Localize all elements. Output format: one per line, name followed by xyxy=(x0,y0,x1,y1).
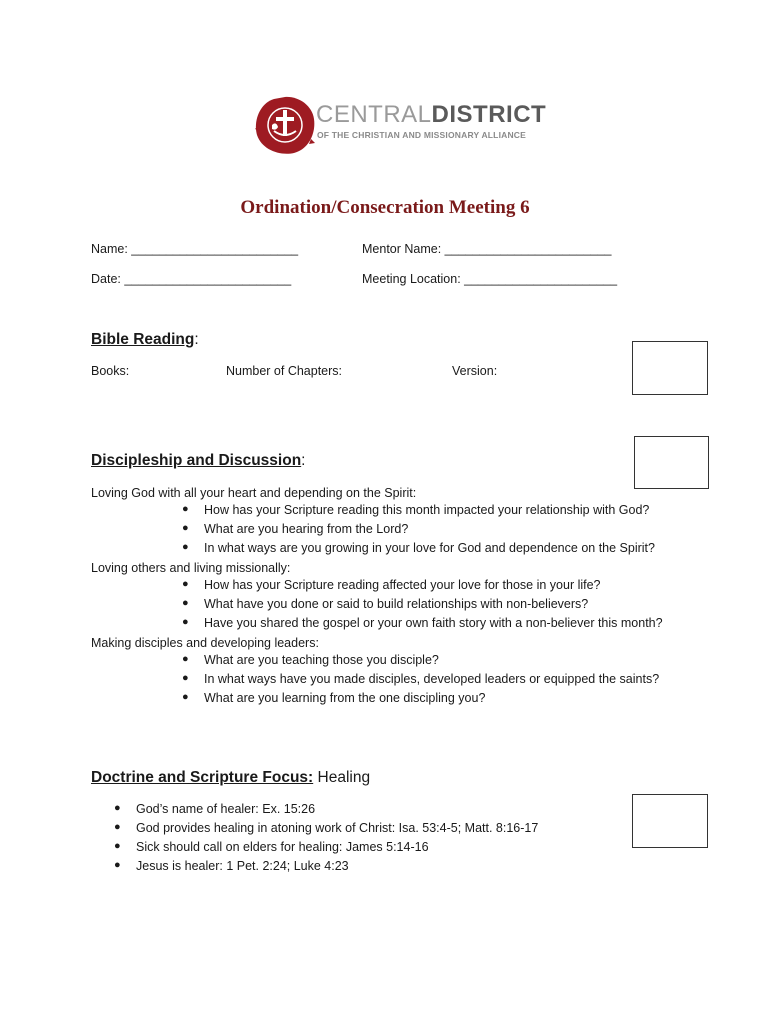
group-intro: Making disciples and developing leaders: xyxy=(91,636,319,650)
logo-subtitle: OF THE CHRISTIAN AND MISSIONARY ALLIANCE xyxy=(317,130,527,140)
list-item: ● How has your Scripture reading affected your love for those in your life? xyxy=(182,578,601,592)
list-item: ● What are you hearing from the Lord? xyxy=(182,522,409,536)
list-item: ● How has your Scripture reading this month impacted your relationship with God? xyxy=(182,503,650,517)
discipleship-checkbox[interactable] xyxy=(634,436,709,489)
list-item: ● Have you shared the gospel or your own faith story with a non-believer this month? xyxy=(182,616,663,630)
doctrine-heading: Doctrine and Scripture Focus: Healing xyxy=(91,769,371,786)
list-item: ● Jesus is healer: 1 Pet. 2:24; Luke 4:23 xyxy=(114,859,349,873)
discipleship-heading: Discipleship and Discussion: xyxy=(91,452,306,469)
list-item: ● Sick should call on elders for healing: James 5:14-16 xyxy=(114,840,429,854)
chapters-label: Number of Chapters: xyxy=(226,364,343,378)
group-intro: Loving God with all your heart and depending on the Spirit: xyxy=(91,486,417,500)
name-field[interactable]: Name: ________________________ xyxy=(91,242,299,256)
meeting-location-field[interactable]: Meeting Location: ______________________ xyxy=(362,272,618,286)
doctrine-checkbox[interactable] xyxy=(632,794,708,848)
list-item: ● God’s name of healer: Ex. 15:26 xyxy=(114,802,316,816)
list-item: ● What have you done or said to build relationships with non-believers? xyxy=(182,597,589,611)
seal-emblem-icon xyxy=(254,95,316,155)
group-intro: Loving others and living missionally: xyxy=(91,561,291,575)
district-logo xyxy=(254,95,547,155)
date-field[interactable]: Date: ________________________ xyxy=(91,272,292,286)
list-item: ● What are you teaching those you disciple? xyxy=(182,653,439,667)
list-item: ● What are you learning from the one discipling you? xyxy=(182,691,486,705)
books-label: Books: xyxy=(91,364,130,378)
mentor-name-field[interactable]: Mentor Name: ________________________ xyxy=(362,242,612,256)
logo-wordmark: CENTRALDISTRICT xyxy=(316,101,547,128)
list-item: ● God provides healing in atoning work of Christ: Isa. 53:4-5; Matt. 8:16-17 xyxy=(114,821,539,835)
list-item: ● In what ways have you made disciples, developed leaders or equipped the saints? xyxy=(182,672,660,686)
list-item: ● In what ways are you growing in your love for God and dependence on the Spirit? xyxy=(182,541,655,555)
bible-reading-checkbox[interactable] xyxy=(632,341,708,395)
document-title: Ordination/Consecration Meeting 6 xyxy=(240,197,530,218)
bible-reading-heading: Bible Reading: xyxy=(91,331,199,348)
version-label: Version: xyxy=(452,364,498,378)
